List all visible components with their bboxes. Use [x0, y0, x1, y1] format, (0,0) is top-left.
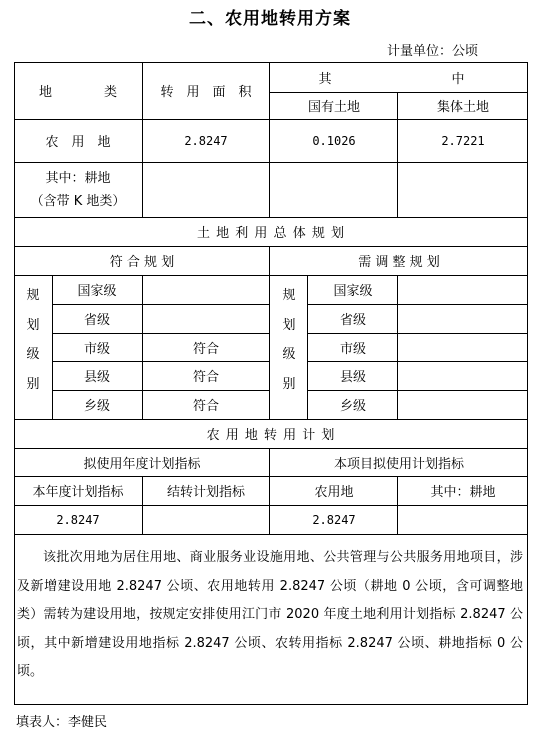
level-county-left: 县级: [83, 370, 110, 385]
farmland-plan-header: 农用地: [314, 485, 354, 500]
header-land-type: 地 类: [38, 85, 117, 100]
annual-quota-header: 拟使用年度计划指标: [83, 456, 201, 472]
level-province-right: 省级: [339, 313, 366, 328]
level-national-left: 国家级: [77, 284, 117, 299]
farmland-plan-value: 2.8247: [312, 512, 356, 527]
conform-plan-header: 符 合 规 划: [109, 255, 175, 270]
cultivated-label-line1: 其中：耕地: [45, 170, 111, 186]
annual-plan-value: 2.8247: [56, 512, 100, 527]
form-filler: 填表人：李健民: [16, 715, 108, 730]
level-county-right: 县级: [339, 370, 366, 385]
farmland-state-value: 0.1026: [312, 133, 356, 148]
farmland-area-value: 2.8247: [184, 133, 228, 148]
description-paragraph: 该批次用地为居住用地、商业服务业设施用地、公共管理与公共服务用地项目，涉及新增建设用地 2.8247 公顷、农用地转用 2.8247 公顷（耕地 0 公顷，含可调整地类）需转为建设用地，按规定安排使用江门市 2020 年度土地利用计划指标 2.8247 公顷，其中新增建设用地指标 2.8247 公顷、农转用指标 2.8247 公顷、耕地指标 0 公顷。: [17, 550, 523, 679]
carryover-header: 结转计划指标: [166, 485, 245, 500]
header-state-owned: 国有土地: [307, 100, 360, 115]
side-char: 划: [26, 317, 40, 333]
unit-label: 计量单位：公顷: [387, 44, 479, 59]
header-of-which-right: 中: [451, 71, 465, 87]
side-char: 划: [282, 317, 296, 333]
side-char: 别: [26, 376, 40, 392]
side-char: 级: [282, 347, 296, 362]
header-collective: 集体土地: [436, 100, 489, 115]
page-title: 二、农用地转用方案: [189, 9, 351, 29]
level-province-left: 省级: [83, 313, 110, 328]
level-township-right: 乡级: [339, 399, 366, 414]
header-of-which-left: 其: [318, 71, 332, 87]
cultivated-label: [14, 162, 142, 217]
project-quota-header: 本项目拟使用计划指标: [333, 456, 464, 472]
cultivated-plan-header: 其中：耕地: [430, 485, 496, 500]
level-national-right: 国家级: [333, 284, 373, 299]
cultivated-label-line2: （含带 K 地类）: [30, 193, 126, 209]
side-char: 规: [26, 288, 40, 303]
master-plan-title: 土 地 利 用 总 体 规 划: [197, 226, 345, 241]
level-city-right: 市级: [339, 341, 366, 357]
farmland-label: 农 用 地: [45, 135, 111, 150]
header-area: 转 用 面 积: [160, 85, 252, 100]
conversion-plan-title: 农 用 地 转 用 计 划: [206, 428, 336, 443]
plan-level-side-label-left: [14, 275, 52, 419]
side-char: 规: [282, 288, 296, 303]
annual-plan-header: 本年度计划指标: [32, 485, 124, 500]
city-conform-status: 符合: [192, 341, 219, 357]
plan-level-side-label-right: [270, 275, 308, 419]
side-char: 级: [26, 347, 40, 362]
township-conform-status: 符合: [192, 399, 219, 414]
level-city-left: 市级: [83, 341, 110, 357]
adjust-plan-header: 需 调 整 规 划: [358, 255, 440, 270]
level-township-left: 乡级: [83, 399, 110, 414]
side-char: 别: [282, 376, 296, 392]
conversion-table: [14, 62, 528, 705]
county-conform-status: 符合: [192, 370, 219, 385]
farmland-collective-value: 2.7221: [441, 133, 485, 148]
